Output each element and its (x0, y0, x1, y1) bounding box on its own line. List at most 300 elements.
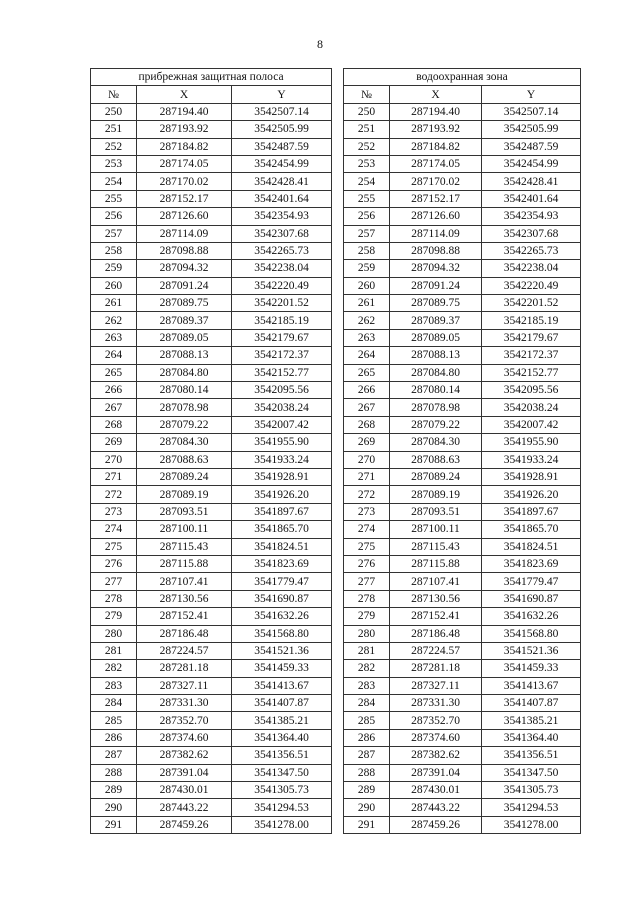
point-number-cell: 284 (344, 695, 390, 712)
table-row (91, 242, 332, 259)
point-number-cell: 283 (344, 677, 390, 694)
y-coordinate-cell: 3542172.37 (232, 347, 332, 364)
table-row (91, 312, 332, 329)
x-coordinate-cell: 287374.60 (390, 729, 482, 746)
point-number-cell: 256 (91, 208, 137, 225)
y-coordinate-cell: 3542095.56 (232, 382, 332, 399)
x-coordinate-cell: 287193.92 (390, 121, 482, 138)
point-number-cell: 265 (91, 364, 137, 381)
x-coordinate-cell: 287193.92 (137, 121, 232, 138)
x-coordinate-cell: 287224.57 (390, 642, 482, 659)
x-coordinate-cell: 287152.17 (390, 190, 482, 207)
x-coordinate-cell: 287194.40 (390, 103, 482, 120)
point-number-cell: 265 (344, 364, 390, 381)
x-coordinate-cell: 287098.88 (137, 242, 232, 259)
point-number-cell: 262 (344, 312, 390, 329)
y-coordinate-cell: 3541690.87 (482, 590, 581, 607)
y-coordinate-cell: 3541413.67 (232, 677, 332, 694)
column-header-number: № (91, 86, 137, 103)
y-coordinate-cell: 3541897.67 (482, 503, 581, 520)
table-row (91, 625, 332, 642)
table-row (91, 712, 332, 729)
x-coordinate-cell: 287170.02 (390, 173, 482, 190)
table-row (91, 503, 332, 520)
y-coordinate-cell: 3542220.49 (232, 277, 332, 294)
y-coordinate-cell: 3541347.50 (482, 764, 581, 781)
y-coordinate-cell: 3541364.40 (482, 729, 581, 746)
column-header-x: X (390, 86, 482, 103)
point-number-cell: 263 (344, 329, 390, 346)
y-coordinate-cell: 3542307.68 (482, 225, 581, 242)
table-row (91, 468, 332, 485)
x-coordinate-cell: 287281.18 (390, 660, 482, 677)
x-coordinate-cell: 287093.51 (137, 503, 232, 520)
point-number-cell: 283 (91, 677, 137, 694)
table-row (344, 677, 581, 694)
x-coordinate-cell: 287089.37 (137, 312, 232, 329)
x-coordinate-cell: 287152.41 (137, 608, 232, 625)
table-row (344, 538, 581, 555)
x-coordinate-cell: 287186.48 (137, 625, 232, 642)
table-row (344, 625, 581, 642)
x-coordinate-cell: 287331.30 (137, 695, 232, 712)
point-number-cell: 286 (91, 729, 137, 746)
point-number-cell: 278 (344, 590, 390, 607)
table-body (344, 103, 581, 833)
y-coordinate-cell: 3541356.51 (232, 747, 332, 764)
page-number: 8 (317, 37, 323, 51)
x-coordinate-cell: 287078.98 (137, 399, 232, 416)
table-row (344, 260, 581, 277)
table-row (344, 573, 581, 590)
point-number-cell: 268 (344, 416, 390, 433)
x-coordinate-cell: 287186.48 (390, 625, 482, 642)
point-number-cell: 287 (91, 747, 137, 764)
point-number-cell: 267 (91, 399, 137, 416)
point-number-cell: 268 (91, 416, 137, 433)
point-number-cell: 255 (344, 190, 390, 207)
point-number-cell: 291 (344, 816, 390, 833)
x-coordinate-cell: 287107.41 (137, 573, 232, 590)
y-coordinate-cell: 3541933.24 (482, 451, 581, 468)
x-coordinate-cell: 287089.19 (390, 486, 482, 503)
y-coordinate-cell: 3541779.47 (482, 573, 581, 590)
table-row (91, 173, 332, 190)
table-row (344, 468, 581, 485)
table-row (91, 277, 332, 294)
table-row (91, 521, 332, 538)
point-number-cell: 271 (344, 468, 390, 485)
point-number-cell: 259 (344, 260, 390, 277)
x-coordinate-cell: 287194.40 (137, 103, 232, 120)
x-coordinate-cell: 287443.22 (137, 799, 232, 816)
y-coordinate-cell: 3542454.99 (232, 155, 332, 172)
point-number-cell: 290 (344, 799, 390, 816)
y-coordinate-cell: 3542487.59 (232, 138, 332, 155)
y-coordinate-cell: 3542505.99 (482, 121, 581, 138)
x-coordinate-cell: 287079.22 (137, 416, 232, 433)
x-coordinate-cell: 287115.88 (137, 555, 232, 572)
table-row (91, 642, 332, 659)
y-coordinate-cell: 3541385.21 (232, 712, 332, 729)
table-row (91, 103, 332, 120)
y-coordinate-cell: 3542401.64 (232, 190, 332, 207)
point-number-cell: 257 (91, 225, 137, 242)
y-coordinate-cell: 3541305.73 (232, 782, 332, 799)
y-coordinate-cell: 3541356.51 (482, 747, 581, 764)
point-number-cell: 259 (91, 260, 137, 277)
y-coordinate-cell: 3541407.87 (232, 695, 332, 712)
point-number-cell: 288 (344, 764, 390, 781)
x-coordinate-cell: 287089.05 (137, 329, 232, 346)
point-number-cell: 274 (91, 521, 137, 538)
table-row (91, 555, 332, 572)
table-row (91, 538, 332, 555)
point-number-cell: 251 (91, 121, 137, 138)
table-row (91, 451, 332, 468)
y-coordinate-cell: 3542152.77 (232, 364, 332, 381)
point-number-cell: 272 (344, 486, 390, 503)
table-row (91, 799, 332, 816)
table-row (344, 382, 581, 399)
x-coordinate-cell: 287094.32 (390, 260, 482, 277)
x-coordinate-cell: 287430.01 (137, 782, 232, 799)
x-coordinate-cell: 287079.22 (390, 416, 482, 433)
y-coordinate-cell: 3541926.20 (232, 486, 332, 503)
point-number-cell: 252 (344, 138, 390, 155)
point-number-cell: 277 (91, 573, 137, 590)
table-row (91, 347, 332, 364)
y-coordinate-cell: 3541824.51 (482, 538, 581, 555)
point-number-cell: 278 (91, 590, 137, 607)
table-row (91, 434, 332, 451)
table-row (344, 225, 581, 242)
table-row (344, 695, 581, 712)
table-row (344, 799, 581, 816)
y-coordinate-cell: 3542454.99 (482, 155, 581, 172)
table-row (344, 486, 581, 503)
column-header-x: X (137, 86, 232, 103)
table-row (344, 208, 581, 225)
point-number-cell: 262 (91, 312, 137, 329)
table-header-row (91, 86, 332, 103)
y-coordinate-cell: 3542428.41 (482, 173, 581, 190)
y-coordinate-cell: 3541521.36 (232, 642, 332, 659)
y-coordinate-cell: 3541926.20 (482, 486, 581, 503)
point-number-cell: 276 (91, 555, 137, 572)
table-row (91, 190, 332, 207)
y-coordinate-cell: 3542179.67 (232, 329, 332, 346)
y-coordinate-cell: 3542238.04 (232, 260, 332, 277)
y-coordinate-cell: 3542265.73 (232, 242, 332, 259)
table-row (91, 382, 332, 399)
x-coordinate-cell: 287281.18 (137, 660, 232, 677)
x-coordinate-cell: 287080.14 (137, 382, 232, 399)
table-row (91, 677, 332, 694)
y-coordinate-cell: 3541928.91 (232, 468, 332, 485)
x-coordinate-cell: 287174.05 (390, 155, 482, 172)
table-row (344, 764, 581, 781)
table-row (344, 103, 581, 120)
table-row (344, 155, 581, 172)
y-coordinate-cell: 3542095.56 (482, 382, 581, 399)
point-number-cell: 256 (344, 208, 390, 225)
y-coordinate-cell: 3541632.26 (232, 608, 332, 625)
point-number-cell: 264 (344, 347, 390, 364)
table-row (344, 399, 581, 416)
x-coordinate-cell: 287130.56 (137, 590, 232, 607)
point-number-cell: 279 (344, 608, 390, 625)
x-coordinate-cell: 287100.11 (137, 521, 232, 538)
y-coordinate-cell: 3542201.52 (482, 295, 581, 312)
y-coordinate-cell: 3541690.87 (232, 590, 332, 607)
point-number-cell: 289 (91, 782, 137, 799)
table-row (344, 590, 581, 607)
table-row (344, 712, 581, 729)
table-row (91, 295, 332, 312)
point-number-cell: 274 (344, 521, 390, 538)
table-row (344, 729, 581, 746)
x-coordinate-cell: 287094.32 (137, 260, 232, 277)
point-number-cell: 284 (91, 695, 137, 712)
point-number-cell: 253 (91, 155, 137, 172)
x-coordinate-cell: 287093.51 (390, 503, 482, 520)
point-number-cell: 266 (344, 382, 390, 399)
x-coordinate-cell: 287114.09 (390, 225, 482, 242)
point-number-cell: 258 (91, 242, 137, 259)
point-number-cell: 280 (91, 625, 137, 642)
point-number-cell: 261 (344, 295, 390, 312)
y-coordinate-cell: 3541568.80 (232, 625, 332, 642)
y-coordinate-cell: 3542038.24 (482, 399, 581, 416)
y-coordinate-cell: 3542220.49 (482, 277, 581, 294)
point-number-cell: 254 (91, 173, 137, 190)
x-coordinate-cell: 287170.02 (137, 173, 232, 190)
y-coordinate-cell: 3541632.26 (482, 608, 581, 625)
y-coordinate-cell: 3541385.21 (482, 712, 581, 729)
y-coordinate-cell: 3542179.67 (482, 329, 581, 346)
y-coordinate-cell: 3542354.93 (232, 208, 332, 225)
table-row (344, 242, 581, 259)
table-title-row (344, 69, 581, 86)
x-coordinate-cell: 287126.60 (137, 208, 232, 225)
point-number-cell: 270 (91, 451, 137, 468)
x-coordinate-cell: 287152.17 (137, 190, 232, 207)
point-number-cell: 285 (344, 712, 390, 729)
table-row (344, 555, 581, 572)
point-number-cell: 260 (91, 277, 137, 294)
table-row (344, 121, 581, 138)
table-row (91, 208, 332, 225)
point-number-cell: 252 (91, 138, 137, 155)
y-coordinate-cell: 3542152.77 (482, 364, 581, 381)
y-coordinate-cell: 3541278.00 (232, 816, 332, 833)
x-coordinate-cell: 287115.88 (390, 555, 482, 572)
y-coordinate-cell: 3541278.00 (482, 816, 581, 833)
point-number-cell: 282 (344, 660, 390, 677)
y-coordinate-cell: 3542487.59 (482, 138, 581, 155)
point-number-cell: 266 (91, 382, 137, 399)
y-coordinate-cell: 3542007.42 (232, 416, 332, 433)
point-number-cell: 291 (91, 816, 137, 833)
point-number-cell: 257 (344, 225, 390, 242)
x-coordinate-cell: 287089.05 (390, 329, 482, 346)
x-coordinate-cell: 287391.04 (390, 764, 482, 781)
y-coordinate-cell: 3542401.64 (482, 190, 581, 207)
point-number-cell: 281 (344, 642, 390, 659)
table-row (344, 747, 581, 764)
point-number-cell: 270 (344, 451, 390, 468)
point-number-cell: 251 (344, 121, 390, 138)
point-number-cell: 275 (91, 538, 137, 555)
y-coordinate-cell: 3542238.04 (482, 260, 581, 277)
y-coordinate-cell: 3541294.53 (232, 799, 332, 816)
table-row (344, 608, 581, 625)
x-coordinate-cell: 287115.43 (137, 538, 232, 555)
y-coordinate-cell: 3541897.67 (232, 503, 332, 520)
y-coordinate-cell: 3541521.36 (482, 642, 581, 659)
x-coordinate-cell: 287331.30 (390, 695, 482, 712)
y-coordinate-cell: 3541865.70 (232, 521, 332, 538)
point-number-cell: 258 (344, 242, 390, 259)
x-coordinate-cell: 287084.30 (137, 434, 232, 451)
y-coordinate-cell: 3541459.33 (482, 660, 581, 677)
point-number-cell: 255 (91, 190, 137, 207)
x-coordinate-cell: 287098.88 (390, 242, 482, 259)
table-row (344, 277, 581, 294)
y-coordinate-cell: 3541933.24 (232, 451, 332, 468)
point-number-cell: 254 (344, 173, 390, 190)
y-coordinate-cell: 3542507.14 (482, 103, 581, 120)
point-number-cell: 277 (344, 573, 390, 590)
point-number-cell: 267 (344, 399, 390, 416)
x-coordinate-cell: 287184.82 (137, 138, 232, 155)
table-body (91, 103, 332, 833)
point-number-cell: 273 (91, 503, 137, 520)
point-number-cell: 286 (344, 729, 390, 746)
point-number-cell: 280 (344, 625, 390, 642)
table-row (91, 138, 332, 155)
point-number-cell: 271 (91, 468, 137, 485)
x-coordinate-cell: 287224.57 (137, 642, 232, 659)
y-coordinate-cell: 3542354.93 (482, 208, 581, 225)
point-number-cell: 269 (344, 434, 390, 451)
x-coordinate-cell: 287089.75 (137, 295, 232, 312)
table-row (91, 121, 332, 138)
point-number-cell: 273 (344, 503, 390, 520)
x-coordinate-cell: 287184.82 (390, 138, 482, 155)
y-coordinate-cell: 3542507.14 (232, 103, 332, 120)
point-number-cell: 290 (91, 799, 137, 816)
x-coordinate-cell: 287091.24 (137, 277, 232, 294)
y-coordinate-cell: 3542428.41 (232, 173, 332, 190)
x-coordinate-cell: 287391.04 (137, 764, 232, 781)
x-coordinate-cell: 287130.56 (390, 590, 482, 607)
y-coordinate-cell: 3542201.52 (232, 295, 332, 312)
table-row (344, 434, 581, 451)
table-row (91, 329, 332, 346)
x-coordinate-cell: 287352.70 (390, 712, 482, 729)
table-title: водоохранная зона (344, 69, 581, 86)
x-coordinate-cell: 287091.24 (390, 277, 482, 294)
x-coordinate-cell: 287114.09 (137, 225, 232, 242)
coastal-protection-strip-table (90, 68, 332, 834)
y-coordinate-cell: 3542505.99 (232, 121, 332, 138)
x-coordinate-cell: 287107.41 (390, 573, 482, 590)
x-coordinate-cell: 287089.37 (390, 312, 482, 329)
x-coordinate-cell: 287430.01 (390, 782, 482, 799)
x-coordinate-cell: 287084.80 (390, 364, 482, 381)
y-coordinate-cell: 3541407.87 (482, 695, 581, 712)
table-row (344, 364, 581, 381)
point-number-cell: 272 (91, 486, 137, 503)
y-coordinate-cell: 3542307.68 (232, 225, 332, 242)
table-row (91, 486, 332, 503)
table-row (91, 399, 332, 416)
x-coordinate-cell: 287174.05 (137, 155, 232, 172)
point-number-cell: 276 (344, 555, 390, 572)
y-coordinate-cell: 3541459.33 (232, 660, 332, 677)
x-coordinate-cell: 287084.30 (390, 434, 482, 451)
table-row (91, 695, 332, 712)
table-row (344, 190, 581, 207)
y-coordinate-cell: 3542185.19 (482, 312, 581, 329)
table-row (91, 590, 332, 607)
point-number-cell: 288 (91, 764, 137, 781)
table-row (91, 416, 332, 433)
table-row (344, 173, 581, 190)
x-coordinate-cell: 287382.62 (137, 747, 232, 764)
y-coordinate-cell: 3542007.42 (482, 416, 581, 433)
column-header-y: Y (482, 86, 581, 103)
table-row (91, 660, 332, 677)
table-row (344, 416, 581, 433)
x-coordinate-cell: 287327.11 (137, 677, 232, 694)
point-number-cell: 250 (344, 103, 390, 120)
y-coordinate-cell: 3541823.69 (232, 555, 332, 572)
table-header-row (344, 86, 581, 103)
table-title: прибрежная защитная полоса (91, 69, 332, 86)
table-row (344, 451, 581, 468)
point-number-cell: 264 (91, 347, 137, 364)
y-coordinate-cell: 3541824.51 (232, 538, 332, 555)
table-row (344, 295, 581, 312)
y-coordinate-cell: 3541568.80 (482, 625, 581, 642)
y-coordinate-cell: 3541347.50 (232, 764, 332, 781)
x-coordinate-cell: 287088.13 (390, 347, 482, 364)
x-coordinate-cell: 287089.24 (137, 468, 232, 485)
table-row (91, 573, 332, 590)
y-coordinate-cell: 3542038.24 (232, 399, 332, 416)
table-row (91, 260, 332, 277)
table-row (344, 816, 581, 833)
column-header-y: Y (232, 86, 332, 103)
y-coordinate-cell: 3541955.90 (232, 434, 332, 451)
table-row (91, 747, 332, 764)
y-coordinate-cell: 3541364.40 (232, 729, 332, 746)
x-coordinate-cell: 287089.24 (390, 468, 482, 485)
table-row (91, 225, 332, 242)
table-row (344, 521, 581, 538)
point-number-cell: 289 (344, 782, 390, 799)
y-coordinate-cell: 3542265.73 (482, 242, 581, 259)
y-coordinate-cell: 3541823.69 (482, 555, 581, 572)
column-header-number: № (344, 86, 390, 103)
table-row (91, 608, 332, 625)
table-row (91, 816, 332, 833)
point-number-cell: 281 (91, 642, 137, 659)
y-coordinate-cell: 3541413.67 (482, 677, 581, 694)
